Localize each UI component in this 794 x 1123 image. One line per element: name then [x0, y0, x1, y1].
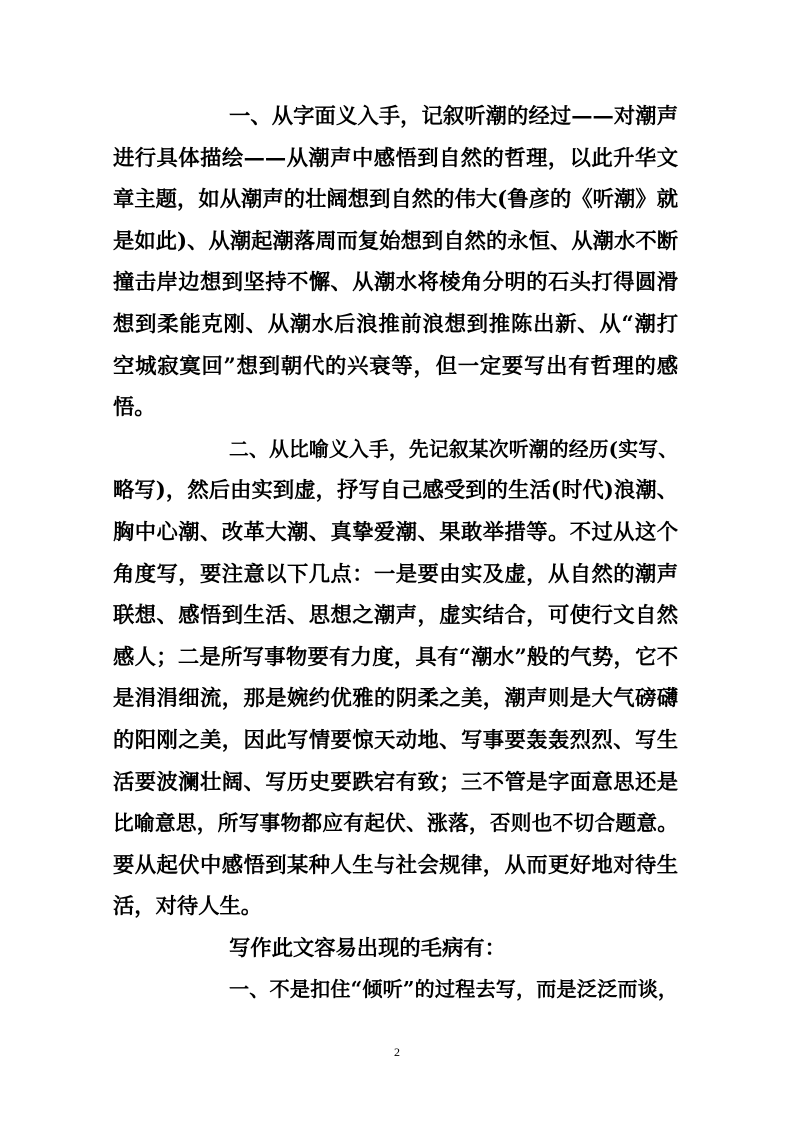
text-line: 空城寂寞回”想到朝代的兴衰等，但一定要写出有哲理的感	[113, 353, 678, 379]
text-line: 活要波澜壮阔、写历史要跌宕有致；三不管是字面意思还是	[113, 769, 678, 795]
text-line: 是涓涓细流，那是婉约优雅的阴柔之美，潮声则是大气磅礴	[113, 686, 678, 712]
text-line: 的阳刚之美，因此写情要惊天动地、写事要轰轰烈烈、写生	[113, 727, 678, 753]
text-line: 二、从比喻义入手，先记叙某次听潮的经历(实写、	[229, 436, 678, 461]
text-line: 一、不是扣住“倾听”的过程去写，而是泛泛而谈，	[229, 977, 678, 1002]
text-line: 感人；二是所写事物要有力度，具有“潮水”般的气势，它不	[113, 644, 678, 670]
text-line: 一、从字面义入手，记叙听潮的经过——对潮声	[229, 104, 678, 129]
body-text	[113, 96, 678, 1011]
text-line: 联想、感悟到生活、思想之潮声，虚实结合，可使行文自然	[113, 603, 678, 629]
text-line: 悟。	[113, 395, 156, 421]
text-line: 略写)，然后由实到虚，抒写自己感受到的生活(时代)浪潮、	[113, 478, 678, 504]
text-line: 活，对待人生。	[113, 894, 263, 920]
text-line: 进行具体描绘——从潮声中感悟到自然的哲理，以此升华文	[113, 145, 678, 171]
text-line: 要从起伏中感悟到某种人生与社会规律，从而更好地对待生	[113, 852, 678, 878]
text-line: 比喻意思，所写事物都应有起伏、涨落，否则也不切合题意。	[113, 811, 678, 836]
text-line: 撞击岸边想到坚持不懈、从潮水将棱角分明的石头打得圆滑	[113, 270, 678, 296]
text-line: 想到柔能克刚、从潮水后浪推前浪想到推陈出新、从“潮打	[113, 311, 678, 337]
text-line: 是如此)、从潮起潮落周而复始想到自然的永恒、从潮水不断	[113, 228, 678, 254]
page-number: 2	[394, 1045, 400, 1059]
text-line: 角度写，要注意以下几点：一是要由实及虚，从自然的潮声	[113, 561, 678, 587]
text-line: 胸中心潮、改革大潮、真挚爱潮、果敢举措等。不过从这个	[113, 519, 678, 545]
text-line: 章主题，如从潮声的壮阔想到自然的伟大(鲁彦的《听潮》就	[113, 187, 678, 213]
text-line: 写作此文容易出现的毛病有：	[229, 935, 506, 961]
